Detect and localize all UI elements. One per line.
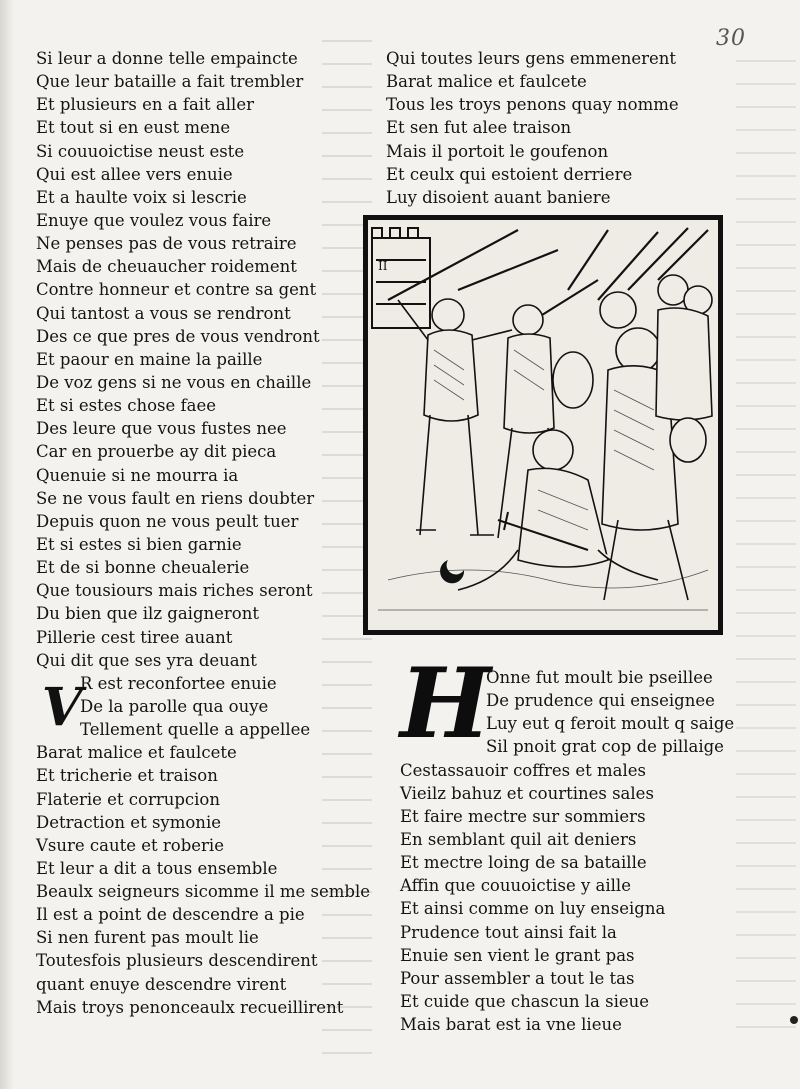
text-line: Se ne vous fault en riens doubter bbox=[36, 488, 315, 508]
woodcut-label: II bbox=[378, 259, 388, 273]
text-line: Luy eut q feroit moult q saige bbox=[486, 714, 735, 734]
text-line: quant enuye descendre virent bbox=[36, 974, 287, 994]
text-line: Sil pnoit grat cop de pillaige bbox=[486, 737, 724, 757]
battle-scene-woodcut bbox=[368, 220, 718, 630]
text-line: De la parolle qua ouye bbox=[80, 696, 269, 716]
text-line: Enuye que voulez vous faire bbox=[36, 210, 272, 230]
text-line: Pillerie cest tiree auant bbox=[36, 627, 233, 647]
initial-letter-h: H bbox=[400, 647, 491, 760]
text-line: Quenuie si ne mourra ia bbox=[36, 465, 239, 485]
text-line: Et sen fut alee traison bbox=[386, 118, 572, 138]
text-line: Tous les troys penons quay nomme bbox=[386, 95, 679, 115]
text-line: Qui est allee vers enuie bbox=[36, 164, 233, 184]
text-line: Et plusieurs en a fait aller bbox=[36, 95, 254, 115]
text-line: Qui tantost a vous se rendront bbox=[36, 303, 291, 323]
text-line: Qui toutes leurs gens emmenerent bbox=[386, 49, 677, 68]
show-through-right bbox=[736, 60, 796, 1040]
text-line: Tellement quelle a appellee bbox=[80, 720, 311, 740]
text-line: Des ce que pres de vous vendront bbox=[36, 326, 320, 346]
text-line: Si leur a donne telle empaincte bbox=[36, 49, 298, 68]
text-line: Du bien que ilz gaigneront bbox=[36, 604, 259, 624]
text-line: Car en prouerbe ay dit pieca bbox=[36, 442, 277, 462]
text-line: Vsure caute et roberie bbox=[36, 835, 224, 855]
text-line: Toutesfois plusieurs descendirent bbox=[36, 951, 318, 971]
text-line: Barat malice et faulcete bbox=[36, 743, 237, 763]
text-line: Vieilz bahuz et courtines sales bbox=[400, 783, 654, 803]
text-line: Et tout si en eust mene bbox=[36, 118, 231, 138]
text-line: Affin que couuoictise y aille bbox=[400, 876, 631, 896]
text-line: Luy disoient auant baniere bbox=[386, 187, 611, 207]
text-line: Mais troys penonceaulx recueillirent bbox=[36, 997, 344, 1017]
text-line: Ne penses pas de vous retraire bbox=[36, 234, 297, 254]
text-line: Et faire mectre sur sommiers bbox=[400, 806, 646, 826]
text-line: Que leur bataille a fait trembler bbox=[36, 72, 304, 92]
text-line: Mais il portoit le goufenon bbox=[386, 141, 609, 161]
text-line: Barat malice et faulcete bbox=[386, 72, 587, 92]
text-line: Et leur a dit a tous ensemble bbox=[36, 858, 278, 878]
text-line: Et ceulx qui estoient derriere bbox=[386, 164, 633, 184]
text-line: Et mectre loing de sa bataille bbox=[400, 853, 647, 873]
binding-hole bbox=[790, 1016, 798, 1024]
text-line: Et cuide que chascun la sieue bbox=[400, 991, 650, 1011]
text-line: Depuis quon ne vous peult tuer bbox=[36, 511, 299, 531]
text-line: R est reconfortee enuie bbox=[80, 673, 277, 693]
text-line: Que tousiours mais riches seront bbox=[36, 581, 313, 601]
text-line: Mais de cheuaucher roidement bbox=[36, 257, 297, 277]
folio-number: 30 bbox=[716, 26, 746, 51]
text-line: Et tricherie et traison bbox=[36, 766, 218, 786]
text-line: En semblant quil ait deniers bbox=[400, 829, 637, 849]
text-line: Contre honneur et contre sa gent bbox=[36, 280, 317, 300]
text-line: Enuie sen vient le grant pas bbox=[400, 945, 635, 965]
text-line: De prudence qui enseignee bbox=[486, 691, 715, 711]
text-line: Si couuoictise neust este bbox=[36, 141, 245, 161]
text-line: Et si estes chose faee bbox=[36, 396, 217, 416]
text-line: Cestassauoir coffres et males bbox=[400, 760, 646, 780]
text-line: Beaulx seigneurs sicomme il me semble bbox=[36, 882, 371, 902]
text-line: Et si estes si bien garnie bbox=[36, 534, 242, 554]
text-line: Et de si bonne cheualerie bbox=[36, 558, 250, 578]
initial-letter-v: V bbox=[41, 677, 83, 738]
text-line: Onne fut moult bie pseillee bbox=[486, 668, 713, 687]
text-line: Des leure que vous fustes nee bbox=[36, 419, 287, 439]
woodcut-illustration bbox=[363, 215, 723, 635]
text-line: Et paour en maine la paille bbox=[36, 349, 263, 369]
text-line: Flaterie et corrupcion bbox=[36, 789, 220, 809]
text-line: Et ainsi comme on luy enseigna bbox=[400, 899, 666, 919]
text-line: Il est a point de descendre a pie bbox=[36, 905, 305, 925]
right-text-column-bottom bbox=[400, 666, 740, 1036]
text-line: Prudence tout ainsi fait la bbox=[400, 922, 617, 942]
text-line: Detraction et symonie bbox=[36, 812, 221, 832]
text-line: Pour assembler a tout le tas bbox=[400, 968, 635, 988]
text-line: De voz gens si ne vous en chaille bbox=[36, 372, 312, 392]
text-line: Et a haulte voix si lescrie bbox=[36, 187, 247, 207]
text-line: Mais barat est ia vne lieue bbox=[400, 1015, 622, 1035]
right-text-column-top bbox=[386, 47, 726, 209]
left-text-column bbox=[36, 47, 371, 1019]
text-line: Qui dit que ses yra deuant bbox=[36, 650, 257, 670]
text-line: Si nen furent pas moult lie bbox=[36, 928, 259, 948]
page-gutter-shadow bbox=[0, 0, 14, 1089]
